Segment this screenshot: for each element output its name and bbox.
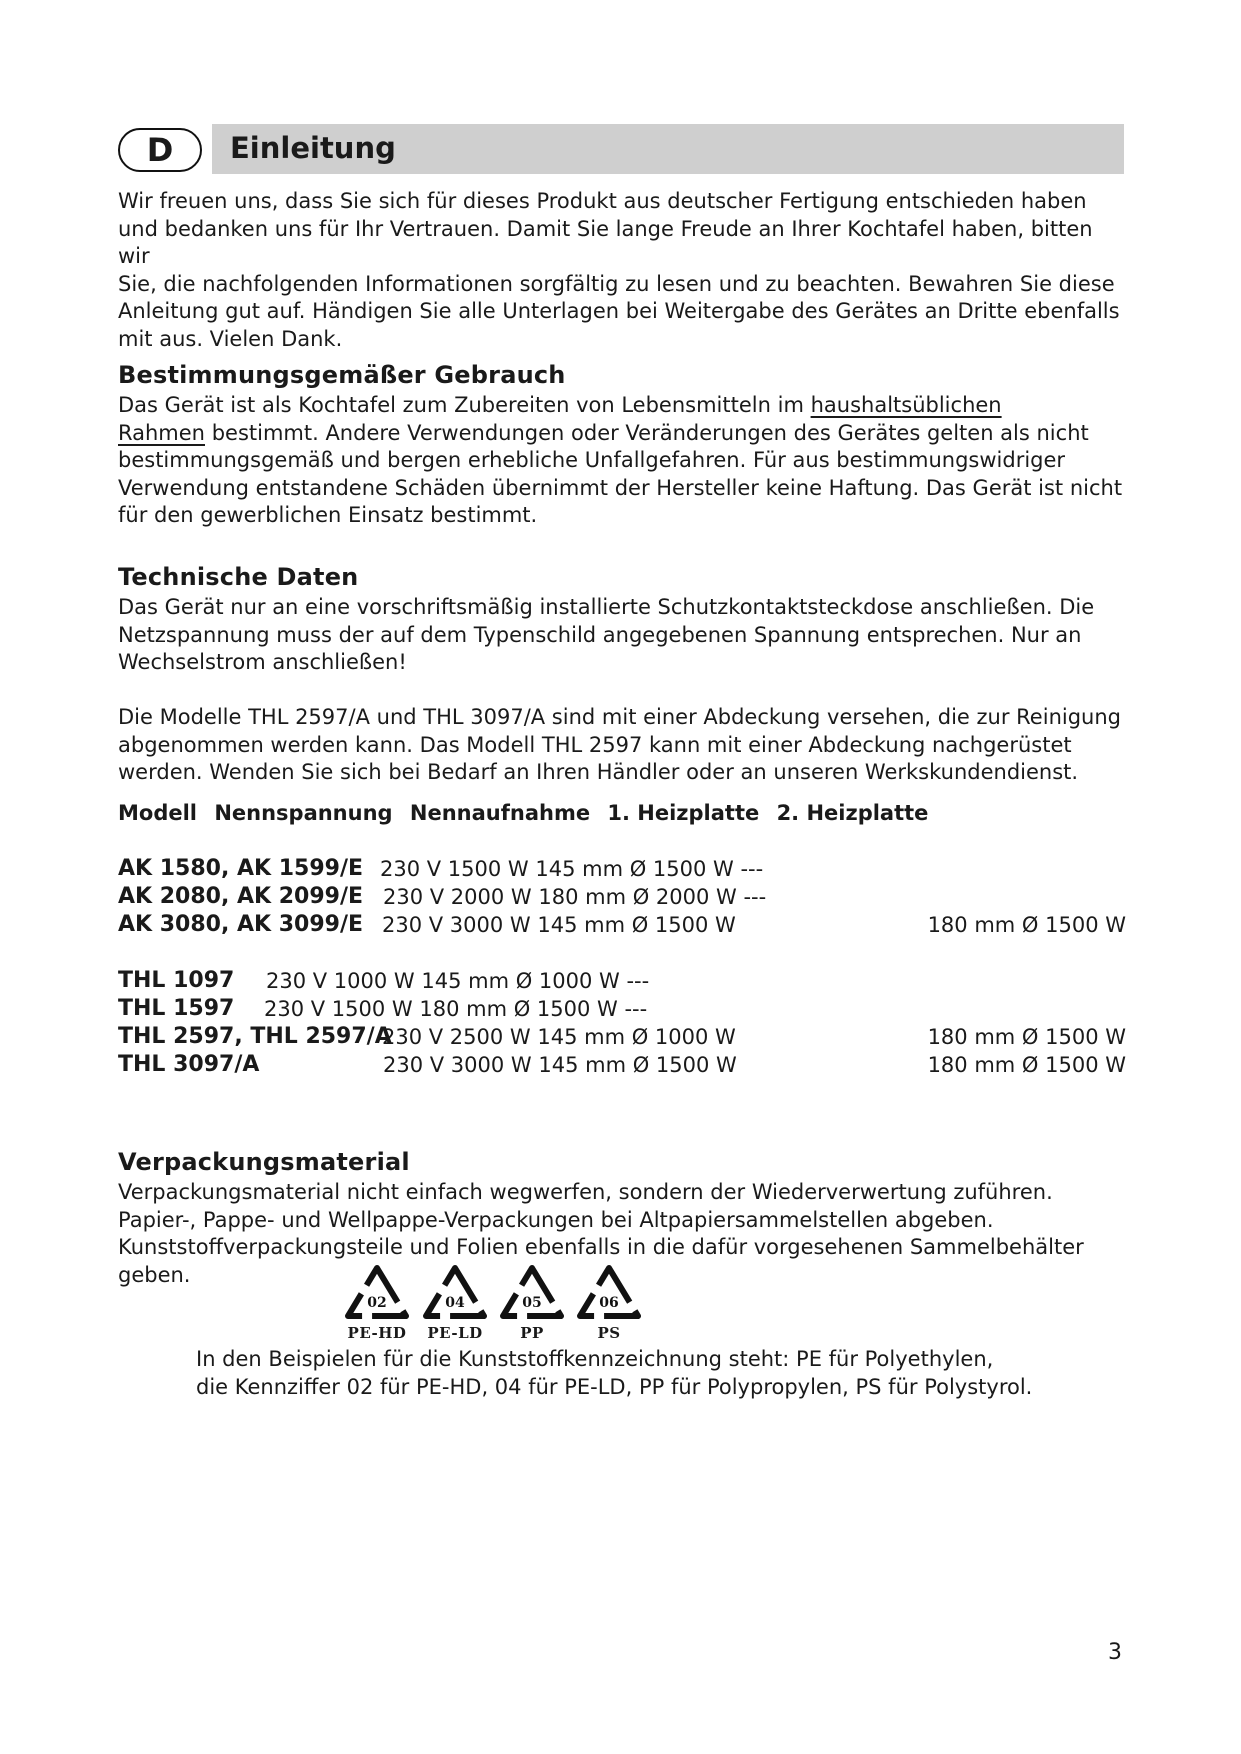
row-plate-2: 180 mm Ø 1500 W (927, 1025, 1126, 1049)
col-model: Modell (118, 801, 197, 825)
row-model: THL 1597 (118, 996, 235, 1021)
table-row (118, 995, 1126, 1023)
packaging-heading: Verpackungsmaterial (118, 1148, 410, 1176)
row-values: 230 V 2000 W 180 mm Ø 2000 W --- (383, 885, 767, 909)
symbol-label: PS (597, 1324, 621, 1342)
row-plate-2: 180 mm Ø 1500 W (927, 913, 1126, 937)
usage-underlined-word-1: haushaltsüblichen (810, 393, 1002, 417)
row-plate-2: 180 mm Ø 1500 W (927, 1053, 1126, 1077)
symbol-label: PE-HD (347, 1324, 407, 1342)
recycling-triangle-icon (420, 1262, 490, 1324)
tech-paragraph-1: Das Gerät nur an eine vorschriftsmäßig installierte Schutzkontaktsteckdose anschließen. Die Netzspannung muss der auf dem Typenschild angegebenen Spannung entsprechen. Nur an Wechselstrom anschließen! (118, 595, 1095, 675)
row-values: 230 V 2500 W 145 mm Ø 1000 W (382, 1025, 736, 1049)
symbol-code: 05 (522, 1295, 542, 1311)
page-number: 3 (1108, 1640, 1122, 1665)
recycling-symbol-ps (574, 1262, 644, 1340)
recycling-symbol-pp (497, 1262, 567, 1340)
col-plate-1: 1. Heizplatte (607, 801, 760, 825)
row-model: AK 3080, AK 3099/E (118, 912, 364, 937)
symbol-code: 02 (367, 1295, 387, 1311)
row-model: AK 2080, AK 2099/E (118, 884, 364, 909)
table-row (118, 855, 1126, 883)
usage-heading: Bestimmungsgemäßer Gebrauch (118, 361, 566, 389)
plastic-code-note: In den Beispielen für die Kunststoffkennzeichnung steht: PE für Polyethylen, die Kennziffer 02 für PE-HD, 04 für PE-LD, PP für Polypropylen, PS für Polystyrol. (196, 1347, 1033, 1399)
col-plate-2: 2. Heizplatte (776, 801, 929, 825)
page-title: Einleitung (230, 131, 396, 165)
recycling-triangle-icon (342, 1262, 412, 1324)
col-voltage: Nennspannung (214, 801, 393, 825)
row-model: THL 1097 (118, 968, 235, 993)
table-row (118, 1023, 1126, 1051)
row-values: 230 V 3000 W 145 mm Ø 1500 W (382, 913, 736, 937)
table-row (118, 967, 1126, 995)
usage-underlined-word-2: Rahmen (118, 420, 205, 445)
symbol-label: PP (520, 1324, 544, 1342)
recycling-symbol-pe-hd (342, 1262, 412, 1340)
symbol-label: PE-LD (427, 1324, 483, 1342)
row-values: 230 V 1500 W 145 mm Ø 1500 W --- (380, 857, 764, 881)
symbol-code: 04 (445, 1295, 465, 1311)
row-model: AK 1580, AK 1599/E (118, 856, 364, 881)
language-badge: D (118, 128, 202, 172)
usage-text-before: Das Gerät ist als Kochtafel zum Zubereiten von Lebensmitteln im (118, 393, 804, 417)
usage-text-after: bestimmt. Andere Verwendungen oder Veränderungen des Gerätes gelten als nicht bestimmungsgemäß und bergen erhebliche Unfallgefahren. Für aus bestimmungswidriger Verwendung entstandene Schäden übernimmt der Hersteller keine Haftung. Das Gerät ist nicht für den gewerblichen Einsatz bestimmt. (118, 420, 1123, 528)
table-row (118, 883, 1126, 911)
col-power: Nennaufnahme (409, 801, 591, 825)
table-row (118, 911, 1126, 939)
row-values: 230 V 1500 W 180 mm Ø 1500 W --- (264, 997, 648, 1021)
tech-paragraph-2: Die Modelle THL 2597/A und THL 3097/A sind mit einer Abdeckung versehen, die zur Reinigung abgenommen werden kann. Das Modell THL 2597 kann mit einer Abdeckung nachgerüstet werden. Wenden Sie sich bei Bedarf an Ihren Händler oder an unseren Werkskundendienst. (118, 705, 1121, 785)
row-values: 230 V 3000 W 145 mm Ø 1500 W (383, 1053, 737, 1077)
usage-paragraph (118, 392, 1128, 530)
tech-heading: Technische Daten (118, 563, 359, 591)
recycling-triangle-icon (574, 1262, 644, 1324)
row-model: THL 2597, THL 2597/A (118, 1024, 392, 1049)
table-row (118, 1051, 1126, 1079)
symbol-code: 06 (599, 1295, 619, 1311)
recycling-symbol-pe-ld (420, 1262, 490, 1340)
packaging-paragraph: Verpackungsmaterial nicht einfach wegwerfen, sondern der Wiederverwertung zuführen. Papier-, Pappe- und Wellpappe-Verpackungen bei Altpapiersammelstellen abgeben. Kunststoffverpackungsteile und Folien ebenfalls in die dafür vorgesehenen Sammelbehälter geben. (118, 1180, 1084, 1287)
recycling-triangle-icon (497, 1262, 567, 1324)
intro-paragraph: Wir freuen uns, dass Sie sich für dieses Produkt aus deutscher Fertigung entschieden haben und bedanken uns für Ihr Vertrauen. Damit Sie lange Freude an Ihrer Kochtafel haben, bitten wir Sie, die nachfolgenden Informationen sorgfältig zu lesen und zu beachten. Bewahren Sie diese Anleitung gut auf. Händigen Sie alle Unterlagen bei Weitergabe des Gerätes an Dritte ebenfalls mit aus. Vielen Dank. (118, 189, 1120, 351)
table-header (118, 801, 938, 825)
row-values: 230 V 1000 W 145 mm Ø 1000 W --- (266, 969, 650, 993)
row-model: THL 3097/A (118, 1052, 260, 1077)
